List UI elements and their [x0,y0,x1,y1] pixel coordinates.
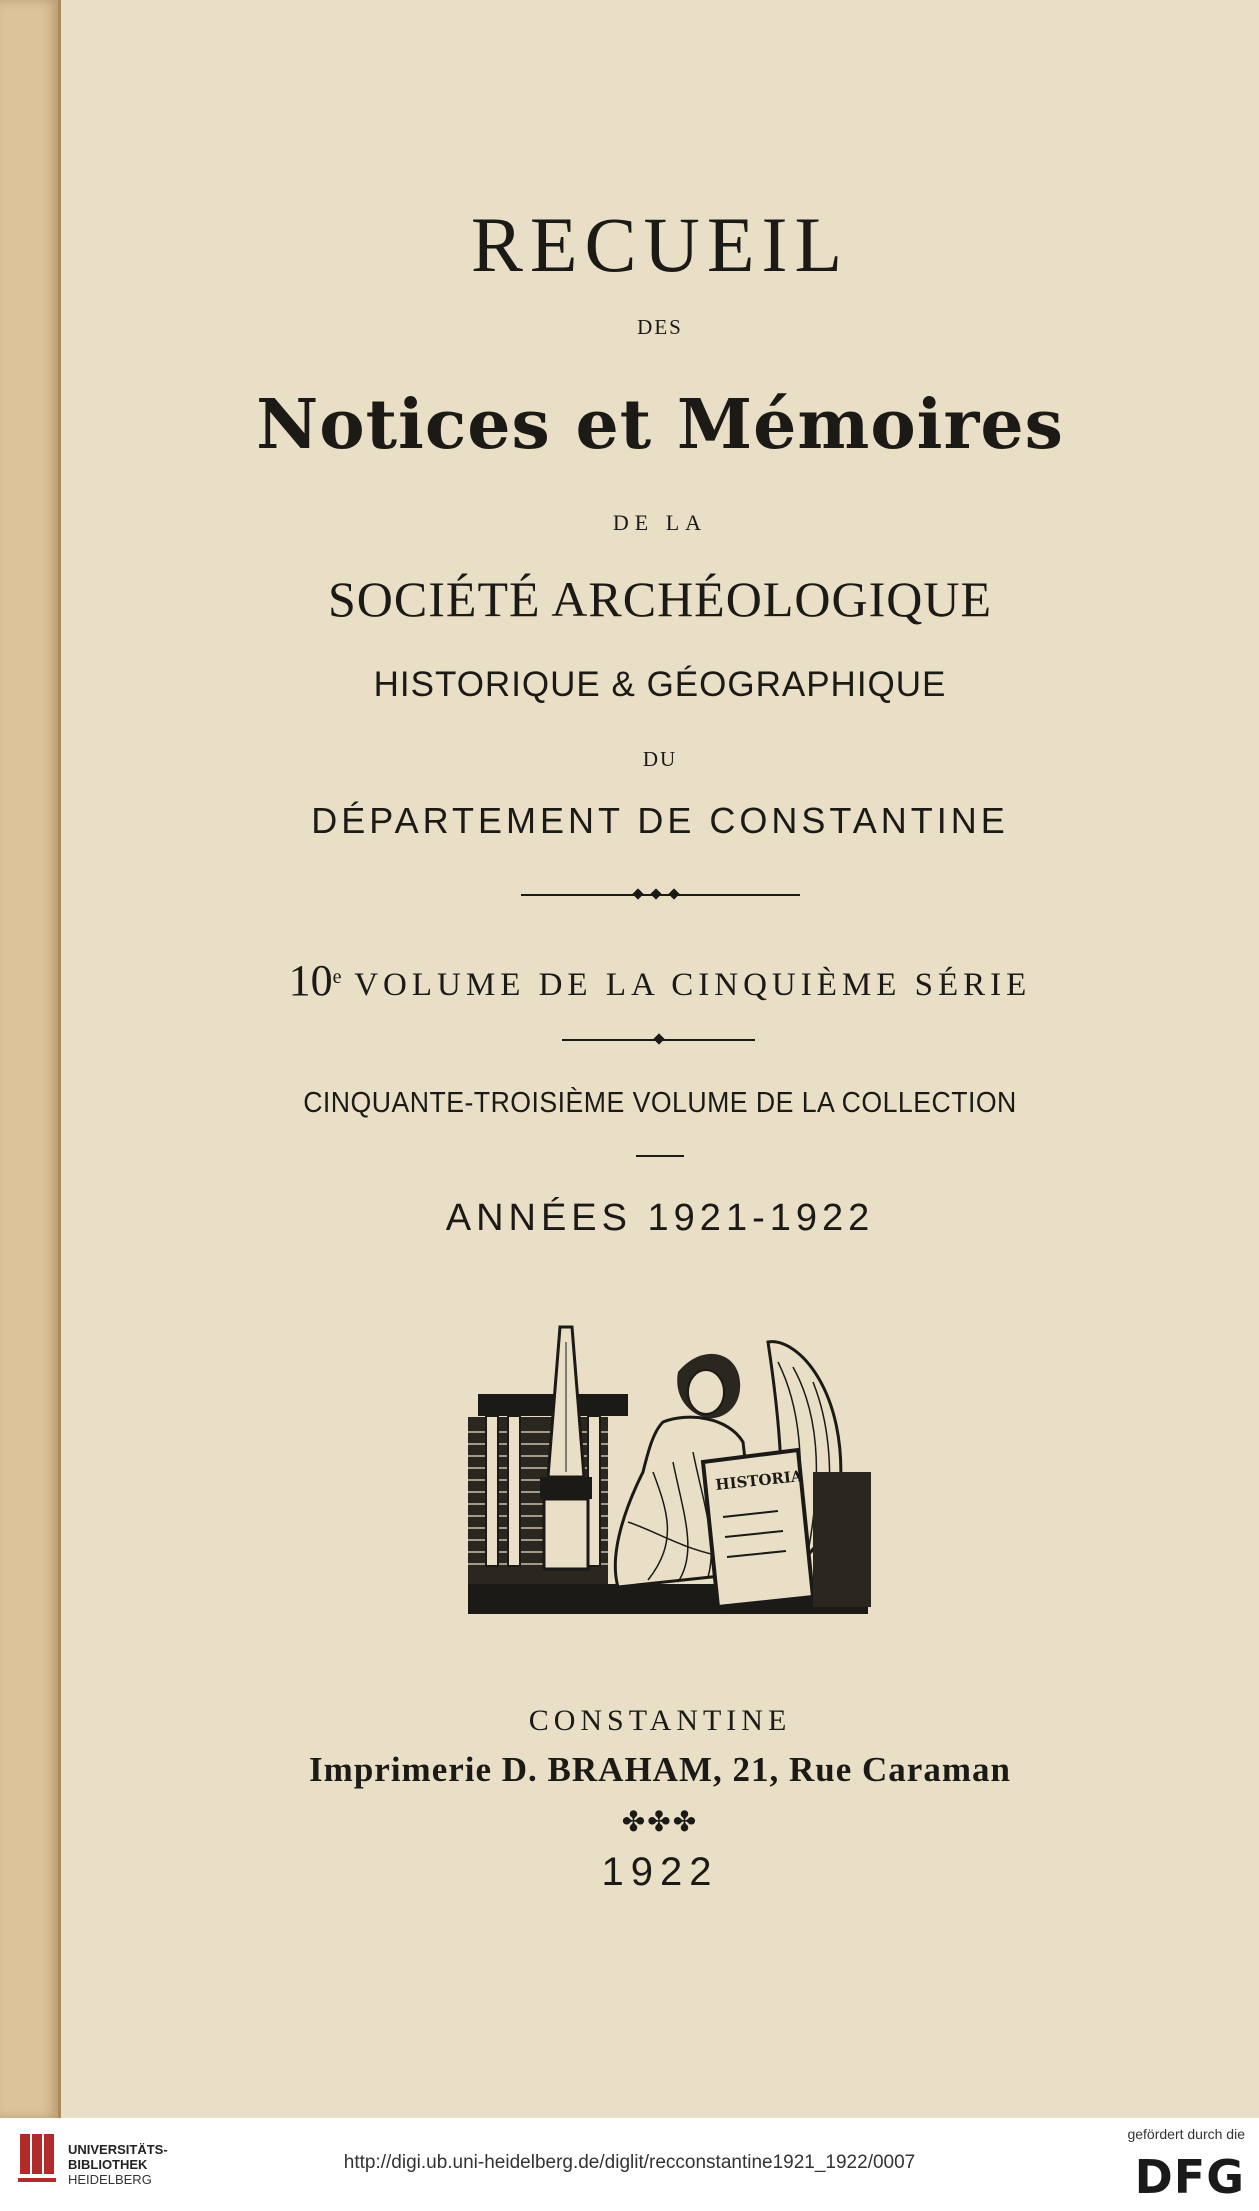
library-name-line2: BIBLIOTHEK [68,2157,148,2172]
volume-line [61,955,1259,1006]
volume-number: 10 [288,956,333,1005]
title-departement: DÉPARTEMENT DE CONSTANTINE [311,800,1009,841]
library-name-line3: HEIDELBERG [68,2172,152,2187]
title-historique: HISTORIQUE & GÉOGRAPHIQUE [373,665,947,704]
title-page [61,0,1259,2118]
collection-line: CINQUANTE-TROISIÈME VOLUME DE LA COLLECTION [303,1087,1017,1119]
dfg-logo[interactable]: DFG [1134,2150,1245,2204]
title-des: DES [637,315,683,339]
volume-text: VOLUME DE LA CINQUIÈME SÉRIE [354,967,1032,1003]
imprint-ornament: ✤✤✤ [621,1805,699,1838]
years-line: ANNÉES 1921-1922 [445,1197,875,1239]
imprint-year: 1922 [601,1850,719,1894]
title-societe: SOCIÉTÉ ARCHÉOLOGIQUE [327,571,993,627]
viewer-footer [0,2118,1259,2211]
short-rule [636,1155,684,1157]
vignette-historia-label: HISTORIA [714,1466,804,1494]
title-du: DU [642,747,678,771]
title-de-la: DE LA [612,510,708,535]
historia-vignette [468,1322,926,1618]
imprint-city: CONSTANTINE [528,1704,792,1737]
title-notices-et-memoires: Notices et Mémoires [256,385,1064,465]
permalink-url[interactable]: http://digi.ub.uni-heidelberg.de/diglit/recconstantine1921_1922/0007 [343,2152,916,2173]
book-spine-edge [0,0,61,2118]
title-recueil: RECUEIL [470,201,850,288]
volume-superscript: e [332,966,342,988]
imprint-printer: Imprimerie D. BRAHAM, 21, Rue Caraman [309,1750,1011,1789]
funded-by-label: gefördert durch die [1127,2126,1245,2142]
library-name-line1: UNIVERSITÄTS- [68,2142,168,2157]
